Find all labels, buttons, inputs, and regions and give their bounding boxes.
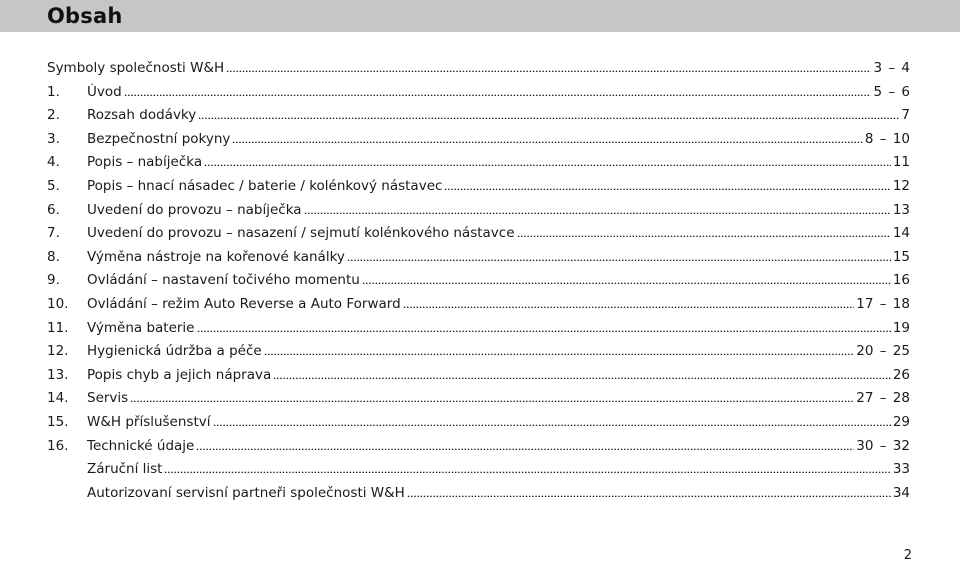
toc-dot-leader	[264, 344, 855, 355]
toc-entry-label: Technické údaje	[87, 437, 195, 454]
toc-entry-number: 12.	[47, 343, 69, 360]
toc-entry-label: Hygienická údržba a péče	[87, 343, 262, 360]
toc-entry-number: 2.	[47, 107, 60, 124]
toc-entry-number: 6.	[47, 201, 60, 218]
toc-dot-leader	[204, 155, 891, 166]
toc-entry-label: Ovládání – režim Auto Reverse a Auto Forward	[87, 295, 401, 312]
toc-entry[interactable]	[47, 222, 910, 246]
toc-entry-label: Autorizovaní servisní partneři společnosti W&H	[87, 484, 405, 501]
toc-entry[interactable]	[47, 293, 910, 317]
toc-entry-number: 10.	[47, 295, 69, 312]
toc-entry-label: Výměna nástroje na kořenové kanálky	[87, 248, 345, 265]
toc-dot-leader	[444, 179, 890, 190]
toc-entry-page: 26	[892, 366, 910, 383]
toc-entry[interactable]	[47, 81, 910, 105]
toc-entry-number: 15.	[47, 413, 69, 430]
toc-dot-leader	[164, 462, 890, 473]
toc-entry-number: 9.	[47, 272, 60, 289]
toc-entry-page: 3 – 4	[873, 60, 910, 76]
toc-dot-leader	[407, 486, 891, 497]
toc-entry-label: Uvedení do provozu – nabíječka	[87, 201, 302, 218]
toc-dot-leader	[304, 203, 891, 214]
toc-entry[interactable]	[47, 57, 910, 81]
toc-entry-page: 30 – 32	[856, 437, 910, 454]
toc-dot-leader	[196, 439, 854, 450]
toc-entry-label: Servis	[87, 390, 129, 407]
toc-entry[interactable]	[47, 104, 910, 128]
toc-entry-label: Záruční list	[87, 461, 163, 478]
toc-entry-page: 15	[892, 248, 910, 265]
toc-entry-page: 27 – 28	[856, 390, 910, 407]
toc-entry[interactable]	[47, 199, 910, 223]
toc-entry-number: 1.	[47, 83, 60, 100]
toc-entry-page: 16	[892, 272, 910, 289]
toc-dot-leader	[124, 85, 872, 96]
toc-dot-leader	[198, 108, 899, 119]
toc-dot-leader	[362, 273, 891, 284]
toc-entry-label: Rozsah dodávky	[87, 107, 197, 124]
toc-entry-label: Popis – hnací násadec / baterie / kolénkový nástavec	[87, 177, 443, 194]
toc-entry-number: 3.	[47, 130, 60, 147]
toc-entry-label: Popis chyb a jejich náprava	[87, 366, 272, 383]
toc-entry[interactable]	[47, 482, 910, 506]
toc-entry[interactable]	[47, 411, 910, 435]
toc-dot-leader	[273, 368, 891, 379]
toc-entry[interactable]	[47, 364, 910, 388]
toc-entry-page: 13	[892, 201, 910, 218]
toc-entry-number: 16.	[47, 437, 69, 454]
toc-entry-page: 29	[892, 413, 910, 430]
toc-entry-number: 13.	[47, 366, 69, 383]
toc-entry-label: Symboly společnosti W&H	[47, 60, 225, 76]
toc-entry[interactable]	[47, 340, 910, 364]
toc-entry-number: 4.	[47, 154, 60, 171]
toc-entry[interactable]	[47, 435, 910, 459]
toc-entry[interactable]	[47, 458, 910, 482]
toc-entry-label: W&H příslušenství	[87, 413, 211, 430]
toc-dot-leader	[226, 61, 871, 72]
toc-entry-number: 7.	[47, 225, 60, 242]
toc-entry-label: Uvedení do provozu – nasazení / sejmutí kolénkového nástavce	[87, 225, 515, 242]
header-bar	[0, 0, 960, 32]
toc-entry-page: 20 – 25	[856, 343, 910, 360]
toc-entry-label: Popis – nabíječka	[87, 154, 203, 171]
toc-entry[interactable]	[47, 128, 910, 152]
toc-dot-leader	[130, 391, 854, 402]
toc-entry-number: 11.	[47, 319, 69, 336]
toc-entry[interactable]	[47, 269, 910, 293]
page-number: 2	[903, 548, 912, 563]
toc-entry-page: 5 – 6	[873, 83, 910, 100]
toc-dot-leader	[403, 297, 855, 308]
toc-dot-leader	[197, 321, 891, 332]
toc-entry-number: 14.	[47, 390, 69, 407]
toc-entry[interactable]	[47, 151, 910, 175]
toc-entry-label: Výměna baterie	[87, 319, 195, 336]
toc-entry[interactable]	[47, 246, 910, 270]
toc-entry-label: Úvod	[87, 83, 122, 100]
page-title: Obsah	[47, 4, 123, 28]
toc-entry[interactable]	[47, 175, 910, 199]
toc-entry-number: 8.	[47, 248, 60, 265]
toc-entry-page: 19	[892, 319, 910, 336]
toc-entry-label: Ovládání – nastavení točivého momentu	[87, 272, 360, 289]
toc-entry-number: 5.	[47, 177, 60, 194]
toc-dot-leader	[517, 226, 891, 237]
toc-dot-leader	[232, 132, 862, 143]
toc-entry-label: Bezpečnostní pokyny	[87, 130, 231, 147]
toc-entry-page: 8 – 10	[864, 130, 910, 147]
toc-dot-leader	[347, 250, 891, 261]
toc-entry-page: 11	[892, 154, 910, 171]
table-of-contents	[47, 57, 910, 505]
toc-entry[interactable]	[47, 317, 910, 341]
toc-entry[interactable]	[47, 387, 910, 411]
toc-entry-page: 12	[892, 177, 910, 194]
toc-entry-page: 17 – 18	[856, 295, 910, 312]
toc-entry-page: 33	[892, 461, 910, 478]
toc-entry-page: 34	[892, 484, 910, 501]
toc-entry-page: 7	[901, 107, 910, 124]
toc-dot-leader	[213, 415, 891, 426]
toc-entry-page: 14	[892, 225, 910, 242]
